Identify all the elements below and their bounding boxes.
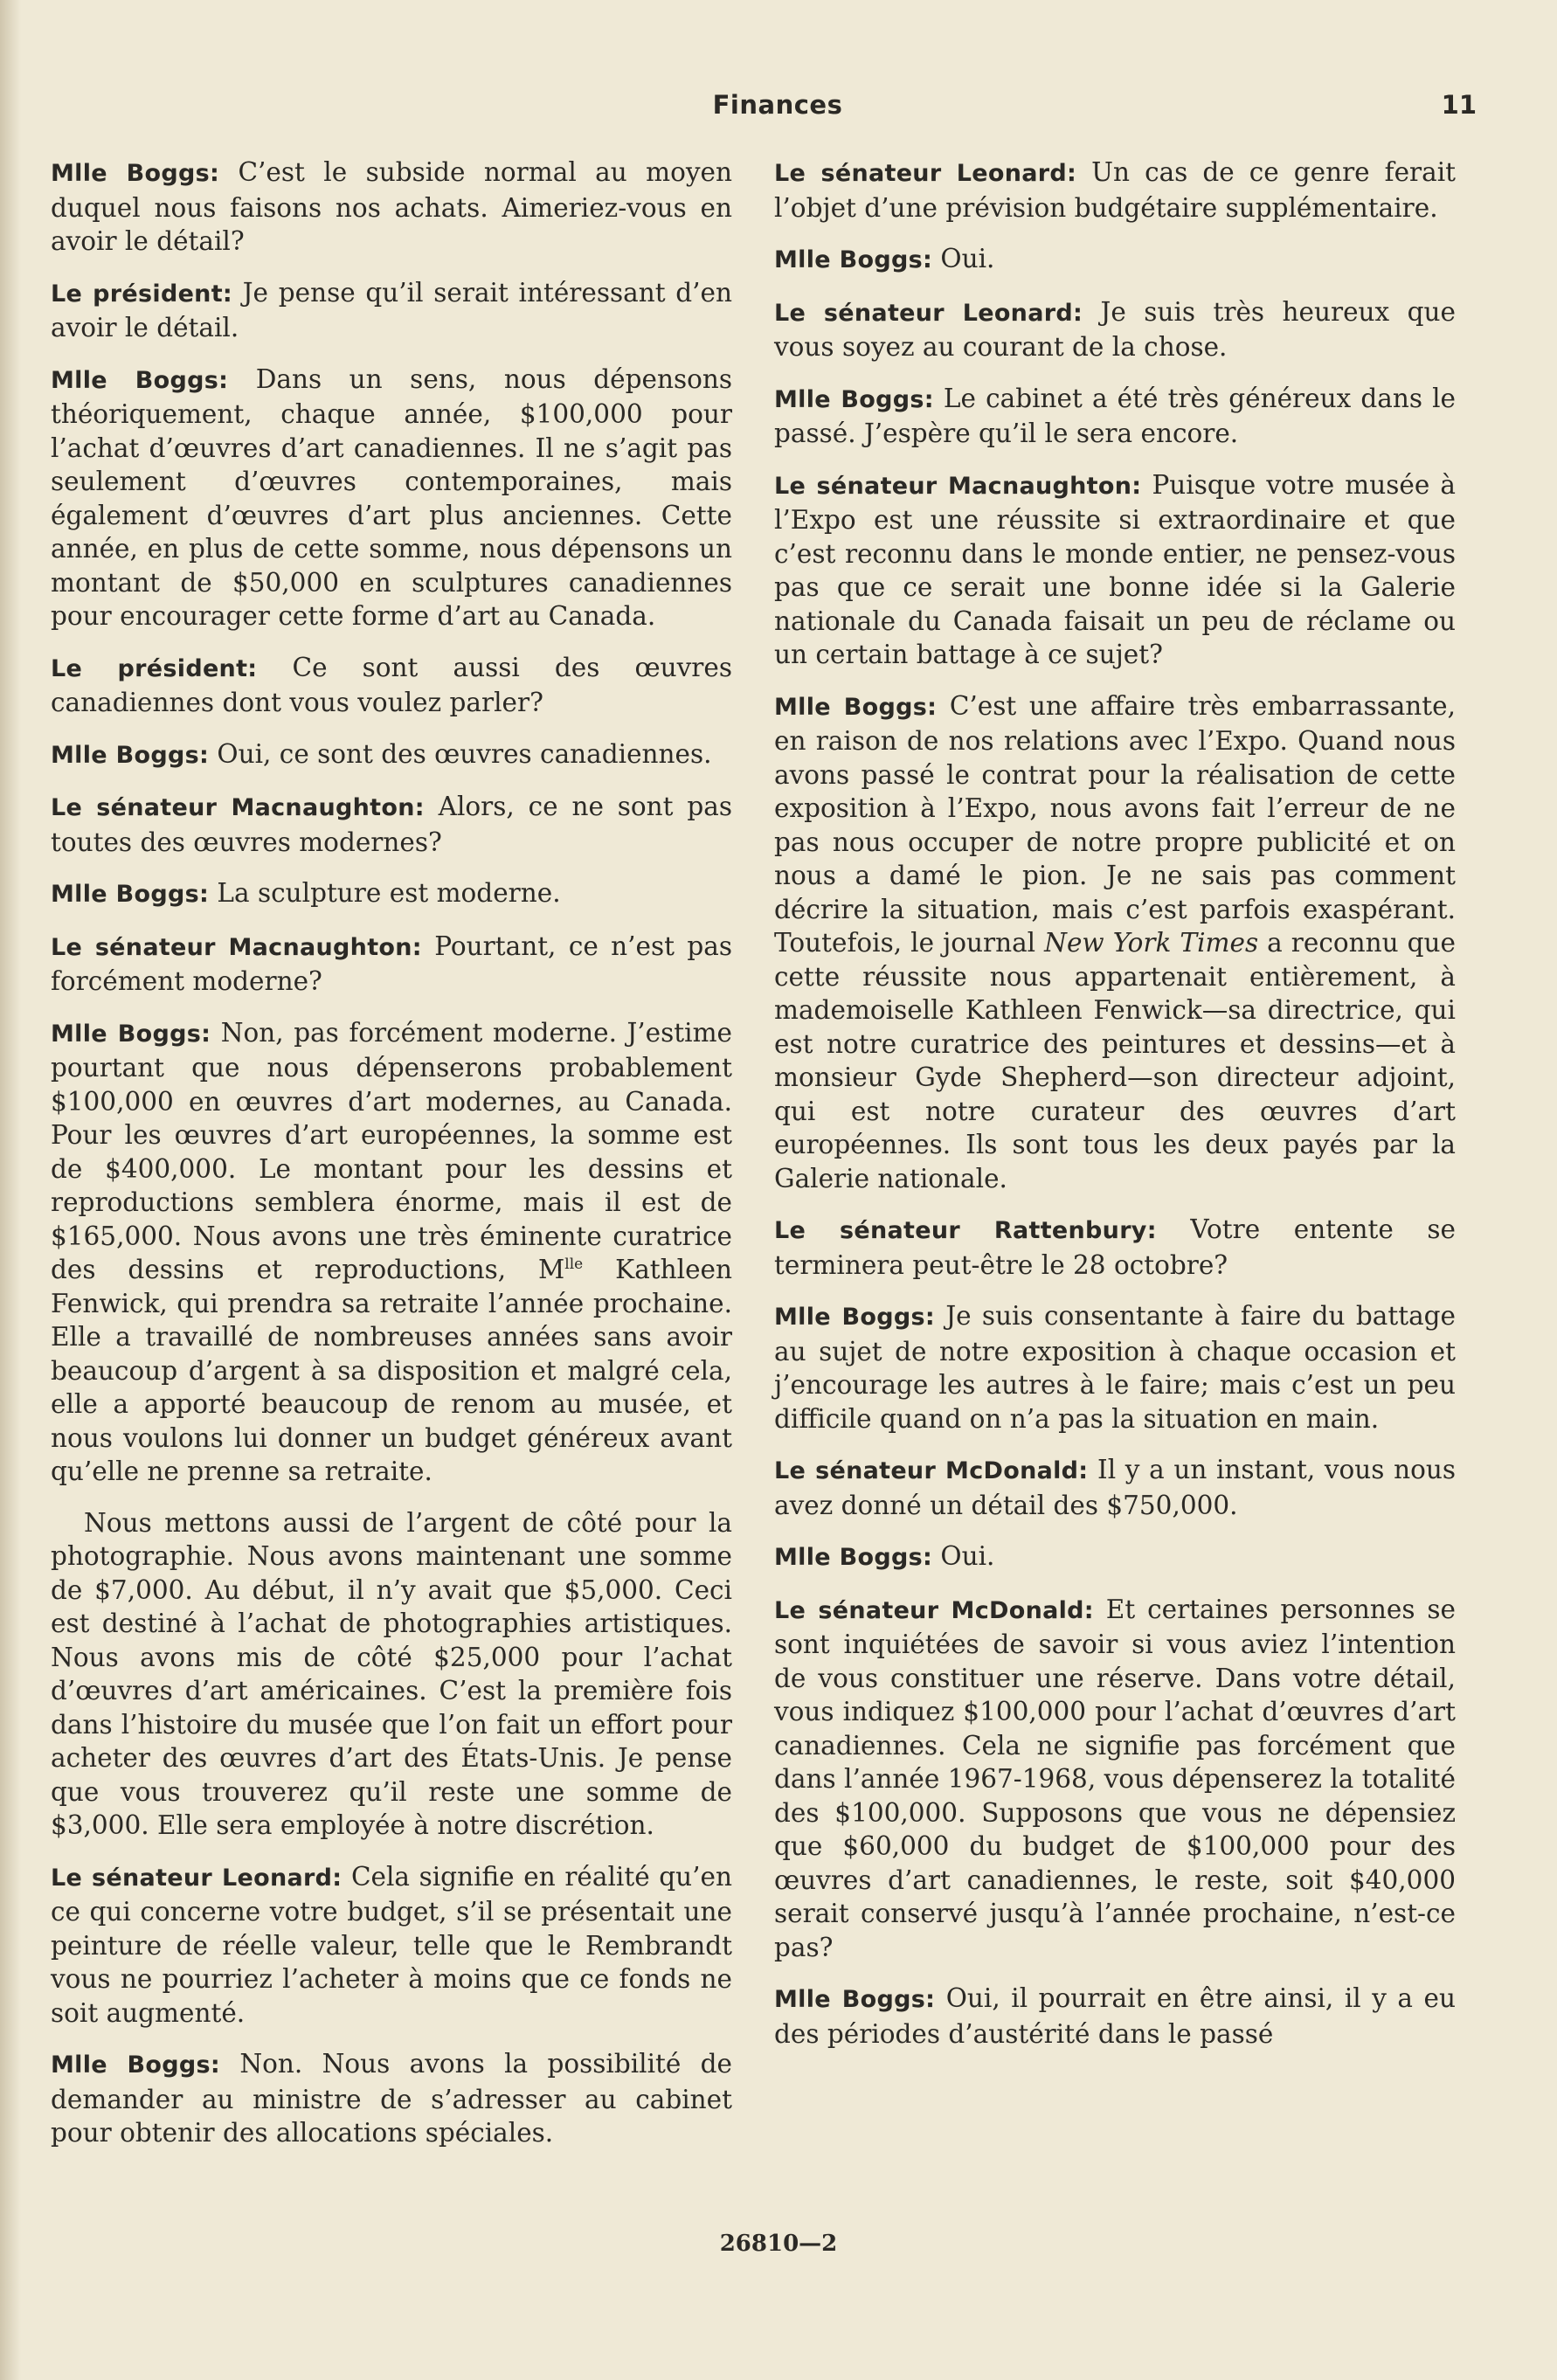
paragraph-text: Dans un sens, nous dépensons théoriquement, chaque année, $100,000 pour l’achat d’œuvres d’art canadiennes. Il ne s’agit pas seulement d’œuvres contemporaines, mais également d’œuvres d’art plus anciennes. Cette année, en plus de cette somme, nous dépensons un montant de $50,000 en sculptures canadiennes pour encourager cette forme d’art au Canada. (51, 363, 732, 631)
speaker-label: Mlle Boggs: (774, 1986, 936, 2013)
speaker-label: Mlle Boggs: (774, 1304, 935, 1331)
page-header (79, 90, 1477, 134)
right-column (774, 156, 1456, 2068)
speaker-label: Mlle Boggs: (51, 366, 229, 394)
speaker-label: Mlle Boggs: (51, 1020, 211, 1048)
speaker-label: Mlle Boggs: (774, 246, 933, 273)
paragraph (774, 1453, 1456, 1522)
speaker-label: Mlle Boggs: (51, 2051, 220, 2079)
speaker-label: Le sénateur Rattenbury: (774, 1217, 1157, 1244)
paragraph (51, 1016, 732, 1489)
paragraph (51, 2047, 732, 2150)
paragraph (51, 651, 732, 720)
speaker-label: Le sénateur Leonard: (51, 1864, 343, 1892)
left-column (51, 156, 732, 2168)
paragraph (774, 1213, 1456, 1282)
paragraph (51, 363, 732, 633)
paragraph-text: Kathleen Fenwick, qui prendra sa retraite l’année prochaine. Elle a travaillé de nombreuses années sans avoir beaucoup d’argent à sa disposition et malgré cela, elle a apporté beaucoup de renom au musée, et nous voulons lui donner un budget généreux avant qu’elle ne prenne sa retraite. (51, 1255, 732, 1486)
paragraph (51, 876, 732, 912)
paragraph-text: Nous mettons aussi de l’argent de côté pour la photographie. Nous avons maintenant une somme de $7,000. Au début, il n’y avait que $5,000. Ceci est destiné à l’achat de photographies artistiques. Nous avons mis de côté $25,000 pour l’achat d’œuvres d’art américaines. C’est la première fois dans l’histoire du musée que l’on fait un effort pour acheter des œuvres d’art des États-Unis. Je pense que vous trouverez qu’il reste une somme de $3,000. Elle sera employée à notre discrétion. (51, 1507, 732, 1840)
paragraph-text: Un cas de ce genre ferait l’objet d’une prévision budgétaire supplémentaire. (774, 157, 1457, 223)
paragraph-text: Je suis très heureux que vous soyez au courant de la chose. (774, 296, 1457, 362)
superscript: lle (564, 1256, 584, 1274)
paragraph-text: Je suis consentante à faire du battage au sujet de notre exposition à chaque occasion et j’encourage les autres à le faire; mais c’est un peu difficile quand on n’a pas la situation en main. (774, 1301, 1456, 1434)
paragraph-text: Votre entente se terminera peut-être le 28 octobre? (774, 1214, 1456, 1280)
speaker-label: Le sénateur McDonald: (774, 1596, 1094, 1624)
speaker-label: Le sénateur Macnaughton: (774, 472, 1142, 500)
newspaper-title: New York Times (1044, 928, 1259, 958)
speaker-label: Le président: (51, 654, 258, 682)
paragraph (51, 1506, 732, 1843)
paragraph-text: Il y a un instant, vous nous avez donné un détail des $750,000. (774, 1455, 1456, 1520)
speaker-label: Le sénateur McDonald: (774, 1457, 1089, 1484)
paragraph-text: Et certaines personnes se sont inquiétées de savoir si vous aviez l’intention de vous constituer une réserve. Dans votre détail, vous indiquez $100,000 pour l’achat d’œuvres d’art canadiennes. Cela ne signifie pas forcément que dans l’année 1967-1968, vous dépenserez la totalité des $100,000. Supposons que vous ne dépensiez que $60,000 du budget de $100,000 pour des œuvres d’art canadiennes, le reste, soit $40,000 serait conservé jusqu’à l’année prochaine, n’est-ce pas? (774, 1594, 1456, 1962)
speaker-label: Mlle Boggs: (51, 741, 210, 769)
paragraph (774, 1593, 1456, 1965)
paragraph (51, 156, 732, 259)
paragraph-text: Ce sont aussi des œuvres canadiennes dont vous voulez parler? (51, 652, 732, 717)
paragraph (774, 1539, 1456, 1575)
paragraph-text: Pourtant, ce n’est pas forcément moderne? (51, 931, 732, 996)
paragraph-text: Oui, ce sont des œuvres canadiennes. (209, 738, 712, 769)
speaker-label: Mlle Boggs: (51, 160, 220, 187)
paragraph (774, 295, 1456, 364)
page-number: 11 (1441, 90, 1477, 120)
paragraph (774, 156, 1456, 225)
paragraph-text: Le cabinet a été très généreux dans le passé. J’espère qu’il le sera encore. (774, 383, 1456, 448)
paragraph-text: Alors, ce ne sont pas toutes des œuvres modernes? (51, 792, 732, 857)
speaker-label: Le sénateur Macnaughton: (51, 933, 422, 961)
paragraph (774, 1982, 1456, 2051)
paragraph-text: Cela signifie en réalité qu’en ce qui concerne votre budget, s’il se présentait une peinture de réelle valeur, telle que le Rembrandt vous ne pourriez l’acheter à moins que ce fonds ne soit augmenté. (51, 1861, 732, 2028)
section-title: Finances (712, 90, 843, 120)
paragraph-text: Non. Nous avons la possibilité de demander au ministre de s’adresser au cabinet pour obtenir des allocations spéciales. (51, 2049, 732, 2148)
paragraph-text: C’est une affaire très embarrassante, en raison de nos relations avec l’Expo. Quand nous avons passé le contrat pour la réalisation de cette exposition à l’Expo, nous avons fait l’erreur de ne pas nous occuper de notre propre publicité et on nous a damé le pion. Je ne sais pas comment décrire la situation, mais c’est parfois exaspérant. Toutefois, le journal (774, 690, 1456, 958)
paragraph (51, 930, 732, 999)
printer-signature: 26810—2 (719, 2231, 838, 2257)
paragraph (774, 468, 1456, 672)
paragraph (51, 737, 732, 773)
paragraph-text: Puisque votre musée à l’Expo est une réussite si extraordinaire et que c’est reconnu dans le monde entier, ne pensez-vous pas que ce serait une bonne idée si la Galerie nationale du Canada faisait un peu de réclame ou un certain battage à ce sujet? (774, 469, 1456, 669)
binding-shadow (0, 0, 21, 2380)
paragraph (51, 790, 732, 859)
speaker-label: Mlle Boggs: (51, 881, 210, 908)
paragraph (51, 276, 732, 345)
speaker-label: Le sénateur Leonard: (774, 299, 1083, 327)
speaker-label: Mlle Boggs: (774, 1544, 933, 1571)
speaker-label: Le sénateur Macnaughton: (51, 794, 425, 821)
speaker-label: Le président: (51, 280, 233, 308)
paragraph (774, 689, 1456, 1196)
speaker-label: Mlle Boggs: (774, 385, 934, 413)
paragraph-text: C’est le subside normal au moyen duquel nous faisons nos achats. Aimeriez-vous en avoir le détail? (51, 157, 733, 256)
speaker-label: Mlle Boggs: (774, 693, 938, 721)
paragraph-text: Non, pas forcément moderne. J’estime pourtant que nous dépenserons probablement $100,000 en œuvres d’art modernes, au Canada. Pour les œuvres d’art européennes, la somme est de $400,000. Le montant pour les dessins et reproductions semblera énorme, mais il est de $165,000. Nous avons une très éminente curatrice des dessins et reproductions, M (51, 1017, 732, 1284)
paragraph (51, 1860, 732, 2031)
paragraph-text: Je pense qu’il serait intéressant d’en avoir le détail. (51, 277, 733, 342)
paragraph-text: Oui, il pourrait en être ainsi, il y a eu des périodes d’austérité dans le passé (774, 1983, 1456, 2049)
paragraph-text: La sculpture est moderne. (209, 878, 561, 908)
paragraph-text: a reconnu que cette réussite nous appartenait entièrement, à mademoiselle Kathleen Fenwick—sa directrice, qui est notre curatrice des peintures et dessins—et à monsieur Gyde Shepherd—son directeur adjoint, qui est notre curateur des œuvres d’art européennes. Ils sont tous les deux payés par la Galerie nationale. (774, 928, 1456, 1193)
paragraph (774, 242, 1456, 278)
paragraph-text: Oui. (932, 1541, 995, 1571)
speaker-label: Le sénateur Leonard: (774, 160, 1077, 187)
paragraph-text: Oui. (932, 244, 995, 273)
paragraph (774, 1299, 1456, 1436)
paragraph (774, 382, 1456, 451)
